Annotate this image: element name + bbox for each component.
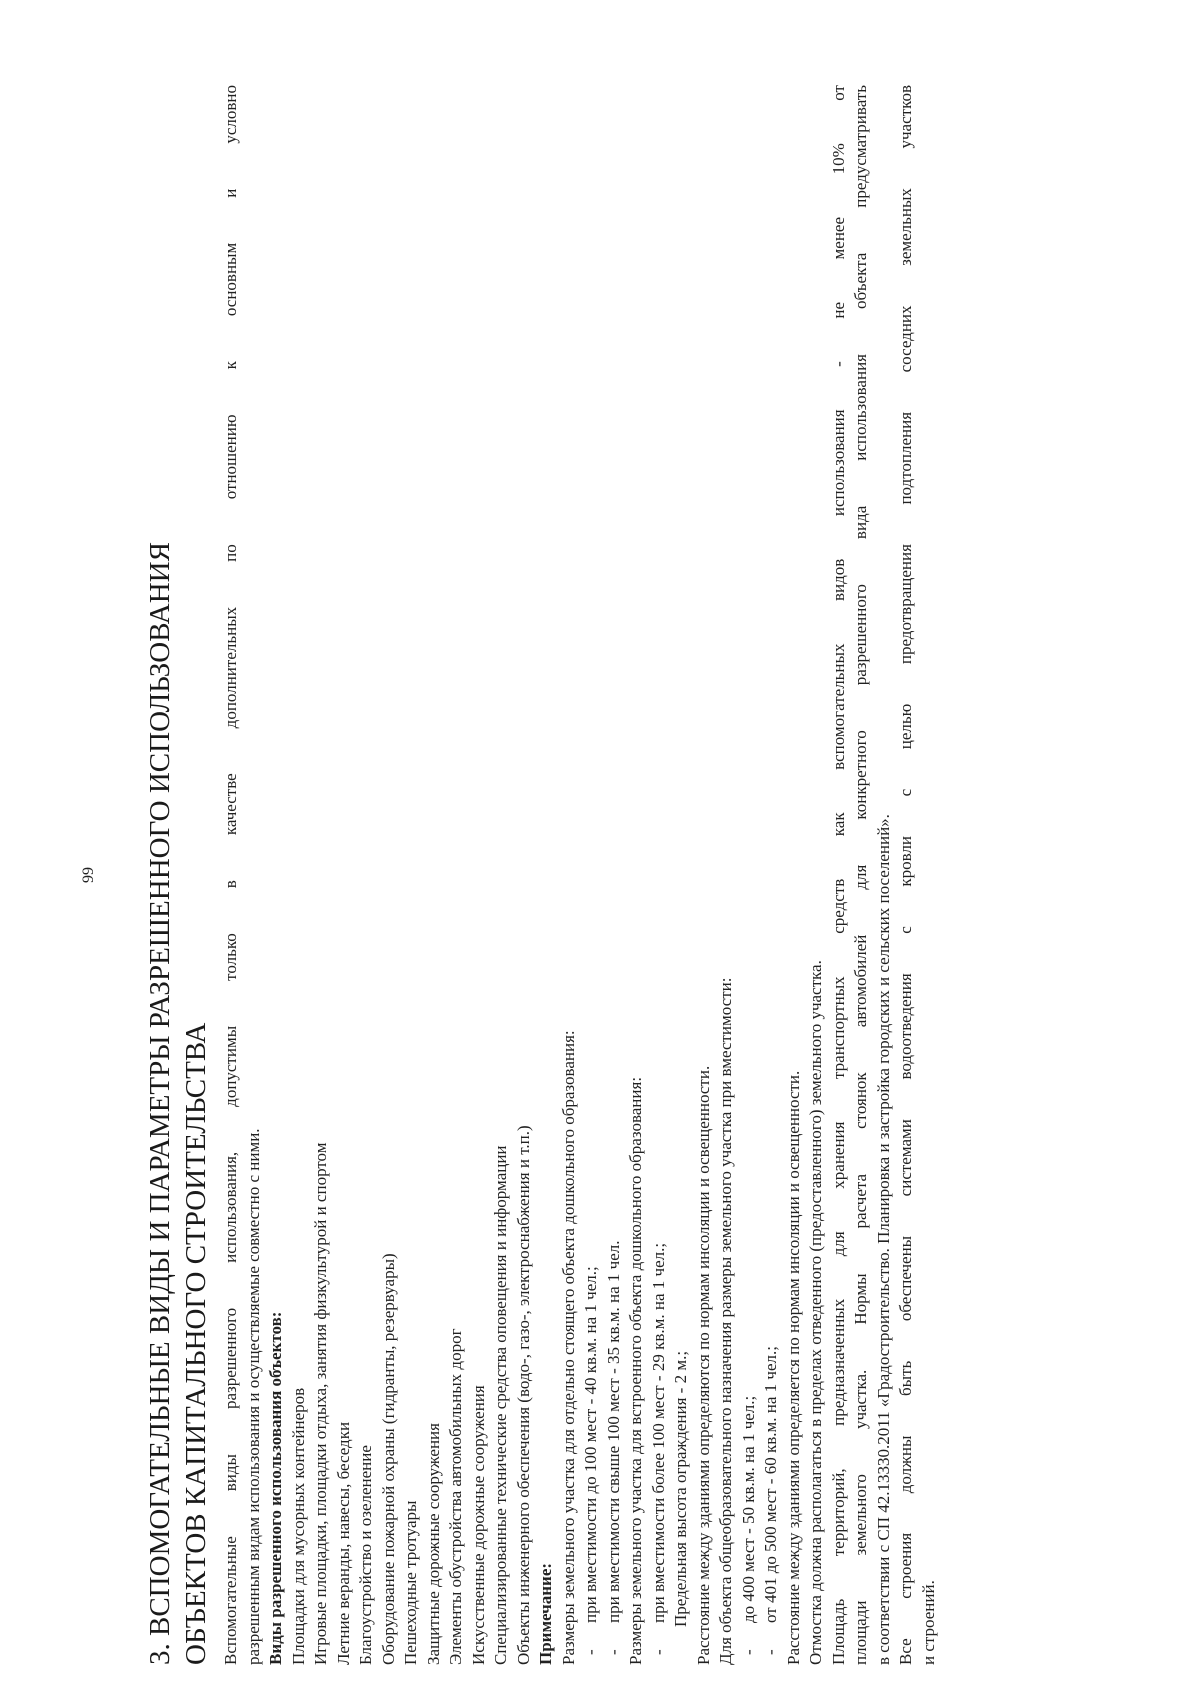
note-bullet [580, 85, 603, 1665]
note-text: Расстояние между зданиями определяются по нормам инсоляции и освещенности. [693, 1065, 713, 1665]
note-text: Отмостка должна располагаться в пределах отведенного (предоставленного) земельного участка. [806, 960, 825, 1665]
list-item: Элементы обустройства автомобильных дорог [446, 1328, 465, 1665]
list-item: Специализированные технические средства оповещения и информации [491, 1145, 510, 1665]
note-bullet-text: от 401 до 500 мест - 60 кв.м. на 1 чел.; [761, 1346, 780, 1623]
note-text: и строений. [918, 1580, 938, 1665]
intro-line: Вспомогательные виды разрешенного использования, допустимы только в качестве дополнительных по отношению к основным и условно [221, 85, 240, 1665]
note-heading: Примечание: [536, 1562, 555, 1665]
note-text: Размеры земельного участка для встроенного объекта дошкольного образования: [626, 1076, 645, 1665]
list-item: Благоустройство и озеленение [356, 1445, 375, 1665]
note-text: Расстояние между зданиями определяется по нормам инсоляции и освещенности. [783, 1070, 803, 1665]
list-item: Защитные дорожные сооружения [423, 1423, 443, 1665]
document-body [220, 85, 940, 1665]
note-bullet-text: при вместимости свыше 100 мест - 35 кв.м. на 1 чел. [603, 1240, 623, 1623]
note-text: Предельная высота ограждения - 2 м.; [671, 1350, 690, 1627]
bullet-dash: - [738, 1649, 758, 1655]
note-bullet-text: до 400 мест - 50 кв.м. на 1 чел.; [738, 1395, 758, 1623]
note-bullet [648, 85, 671, 1665]
list-item: Площадки для мусорных контейнеров [288, 1387, 308, 1665]
list-item: Искусственные дорожные сооружения [468, 1385, 488, 1665]
section-title: 3. ВСПОМОГАТЕЛЬНЫЕ ВИДЫ И ПАРАМЕТРЫ РАЗРЕШЕННОГО ИСПОЛЬЗОВАНИЯ ОБЪЕКТОВ КАПИТАЛЬНОГО СТРОИТЕЛЬСТВА [144, 542, 212, 1665]
page-number: 99 [80, 867, 97, 883]
intro-line: разрешенным видам использования и осуществляемые совместно с ними. [243, 1128, 263, 1665]
note-bullet [738, 85, 761, 1665]
bullet-dash: - [581, 1649, 600, 1655]
list-item: Игровые площадки, площадки отдыха, занятия физкультурой и спортом [311, 1142, 330, 1665]
note-text: Площадь территорий, предназначенных для хранения транспортных средств как вспомогательных видов использования - не менее 10% от [828, 85, 848, 1665]
note-text: Для объекта общеобразовательного назначения размеры земельного участка при вместимости: [716, 977, 735, 1665]
list-item: Пешеходные тротуары [401, 1500, 420, 1665]
note-bullet [760, 85, 783, 1665]
bullet-dash: - [761, 1649, 780, 1655]
list-item: Объекты инженерного обеспечения (водо-, газо-, электроснабжения и т.п.) [513, 1125, 533, 1665]
types-heading: Виды разрешенного использования объектов: [266, 1311, 285, 1665]
note-text: Размеры земельного участка для отдельно стоящего объекта дошкольного образования: [558, 1030, 578, 1665]
note-text: площади земельного участка. Нормы расчета стоянок автомобилей для конкретного разрешенного вида использования объекта предусматривать [851, 85, 870, 1665]
rotated-page [80, 85, 1080, 1665]
bullet-dash: - [648, 1649, 668, 1655]
note-bullet-text: при вместимости до 100 мест - 40 кв.м. на 1 чел.; [581, 1266, 600, 1623]
note-text: Все строения должны быть обеспечены системами водоотведения с кровли с целью предотвращения подтопления соседних земельных участков [896, 85, 915, 1665]
note-bullet-text: при вместимости более 100 мест - 29 кв.м. на 1 чел.; [648, 1242, 668, 1623]
bullet-dash: - [603, 1649, 623, 1655]
list-item: Летние веранды, навесы, беседки [333, 1421, 353, 1665]
note-text: в соответствии с СП 42.13330.2011 «Градостроительство. Планировка и застройка городских и сельских поселений». [873, 814, 893, 1665]
list-item: Оборудование пожарной охраны (гидранты, резервуары) [378, 1253, 398, 1665]
note-bullet [603, 85, 626, 1665]
